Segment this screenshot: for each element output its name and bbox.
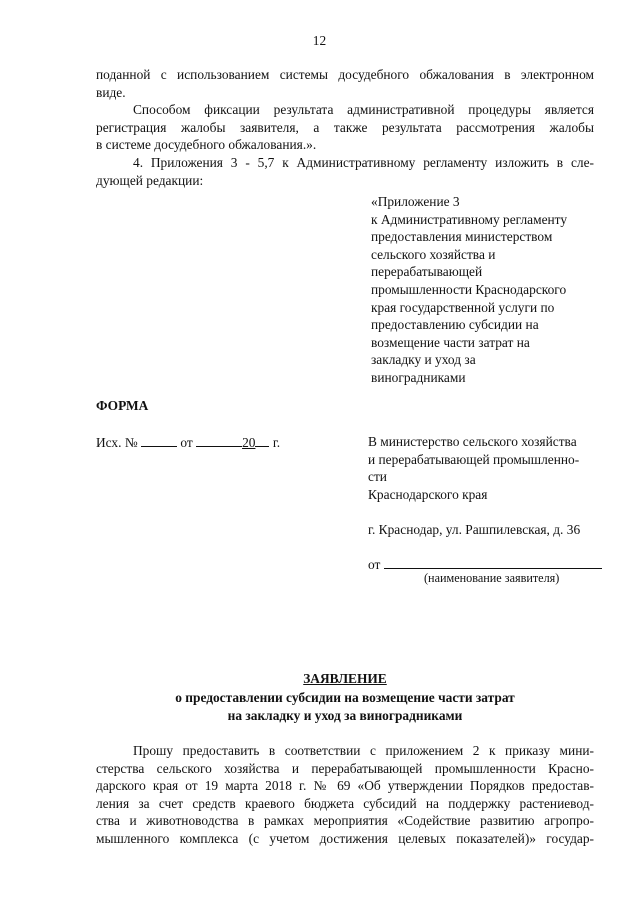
appendix-line: перерабатывающей <box>371 264 483 280</box>
applicant-caption: (наименование заявителя) <box>424 571 560 585</box>
appendix-line: предоставления министерством <box>371 229 553 245</box>
addressee-line: и перерабатывающей промышленно- <box>368 451 580 467</box>
form-label: ФОРМА <box>96 398 149 413</box>
outgoing-number-blank <box>141 433 177 447</box>
outgoing-from: от <box>180 435 193 450</box>
statement-body <box>96 742 594 848</box>
text-line: Прошу предоставить в соответствии с приложением 2 к приказу мини- <box>133 743 594 758</box>
text-line: 4. Приложения 3 - 5,7 к Административному регламенту изложить в сле- <box>133 155 594 170</box>
appendix-line: промышленности Краснодарского <box>371 281 567 297</box>
text-line: виде. <box>96 84 126 100</box>
outgoing-date-blank <box>196 433 242 447</box>
addressee-block <box>368 433 579 503</box>
text-line: стерства сельского хозяйства и перерабатывающей промышленности Красно- <box>96 760 594 776</box>
appendix-line: «Приложение 3 <box>371 194 460 209</box>
text-line: дарского края от 19 марта 2018 г. № 69 «Об утверждении Порядков предостав- <box>96 778 594 794</box>
text-line: ства и животноводства в рамках мероприятия «Содействие развитию агропро- <box>96 813 594 829</box>
outgoing-year-prefix: 20 <box>242 435 256 450</box>
text-line: Способом фиксации результата административной процедуры является <box>133 102 594 117</box>
appendix-line: к Административному регламенту <box>371 211 568 227</box>
text-line: мышленного комплекса (с учетом достижения целевых показателей)» государ- <box>96 830 594 846</box>
addressee-line: В министерство сельского хозяйства <box>368 434 577 449</box>
applicant-from: от <box>368 557 381 572</box>
appendix-line: сельского хозяйства и <box>371 246 496 262</box>
text-line: регистрация жалобы заявителя, а также результата рассмотрения жалобы <box>96 119 594 135</box>
applicant-name-blank <box>384 555 602 569</box>
intro-paragraph <box>96 66 594 101</box>
appendix-line: края государственной услуги по <box>371 299 555 315</box>
subtitle-line: на закладку и уход за виноградниками <box>227 707 463 723</box>
appendix-line: возмещение части затрат на <box>371 334 530 350</box>
amendment-paragraph <box>96 154 594 189</box>
text-line: поданной с использованием системы досудебного обжалования в электронном <box>96 67 594 82</box>
addressee-line: сти <box>368 469 387 485</box>
outgoing-year-suffix: г. <box>272 435 281 450</box>
page-number: 12 <box>312 33 327 48</box>
appendix-line: виноградниками <box>371 369 466 385</box>
appendix-line: закладку и уход за <box>371 352 476 368</box>
address: г. Краснодар, ул. Рашпилевская, д. 36 <box>368 522 581 537</box>
appendix-header <box>371 193 567 387</box>
text-line: в системе досудебного обжалования.». <box>96 137 317 153</box>
statement-subtitle <box>96 689 594 724</box>
outgoing-number-line <box>96 433 280 452</box>
subtitle-line: о предоставлении субсидии на возмещение части затрат <box>175 690 515 705</box>
addressee-line: Краснодарского края <box>368 486 488 502</box>
fixation-paragraph <box>96 101 594 154</box>
outgoing-prefix: Исх. № <box>96 435 138 450</box>
text-line: ления за счет средств краевого бюджета субсидий на поддержку растениевод- <box>96 795 594 811</box>
outgoing-year-blank <box>255 433 269 447</box>
statement-title: ЗАЯВЛЕНИЕ <box>303 671 387 686</box>
appendix-line: предоставлению субсидии на <box>371 317 539 333</box>
text-line: дующей редакции: <box>96 172 204 188</box>
